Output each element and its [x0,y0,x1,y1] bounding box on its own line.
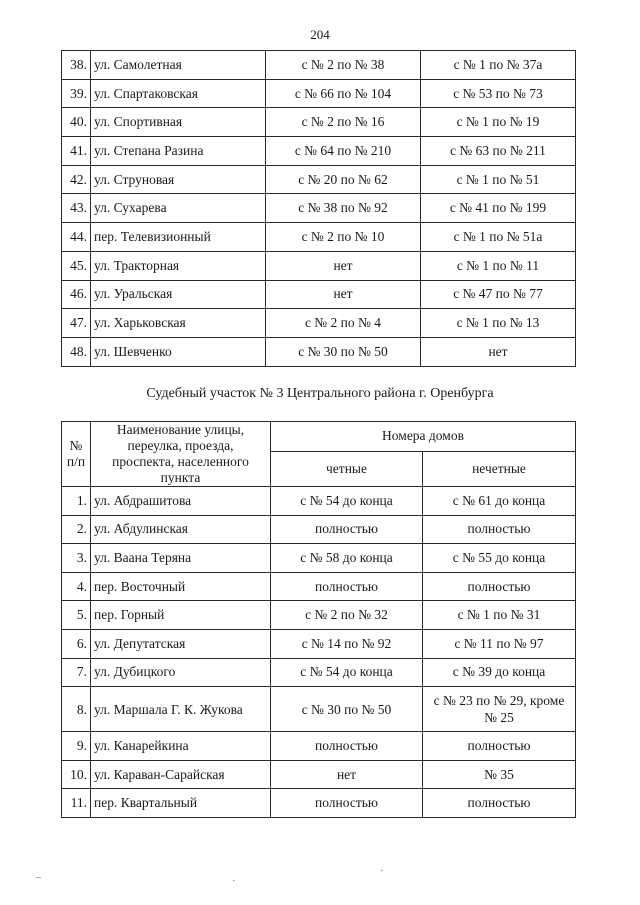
odd-numbers: с № 1 по № 11 [421,251,576,280]
header-house-numbers: Номера домов [271,422,576,452]
row-number: 1. [62,487,91,516]
row-number: 2. [62,515,91,544]
even-numbers: с № 20 по № 62 [266,165,421,194]
street-name: ул. Абдулинская [91,515,271,544]
even-numbers: с № 2 по № 10 [266,223,421,252]
row-number: 41. [62,137,91,166]
street-name: ул. Харьковская [91,309,266,338]
table-row [62,629,576,658]
section-heading: Судебный участок № 3 Центрального района г. Оренбурга [146,386,494,401]
street-name: ул. Шевченко [91,337,266,366]
even-numbers: полностью [271,515,423,544]
odd-numbers: с № 47 по № 77 [421,280,576,309]
odd-numbers: с № 23 по № 29, кроме № 25 [423,687,576,732]
table-row [62,223,576,252]
table-row [62,572,576,601]
even-numbers: полностью [271,572,423,601]
streets-table-body [62,51,576,367]
street-name: пер. Восточный [91,572,271,601]
scan-mark: · [232,876,236,887]
row-number: 46. [62,280,91,309]
odd-numbers: с № 1 по № 13 [421,309,576,338]
odd-numbers: с № 1 по № 51а [421,223,576,252]
odd-numbers: полностью [423,572,576,601]
row-number: 43. [62,194,91,223]
row-number: 5. [62,601,91,630]
street-name: ул. Тракторная [91,251,266,280]
row-number: 11. [62,789,91,818]
row-number: 48. [62,337,91,366]
street-name: ул. Караван-Сарайская [91,760,271,789]
street-name: ул. Степана Разина [91,137,266,166]
even-numbers: с № 54 до конца [271,658,423,687]
even-numbers: с № 14 по № 92 [271,629,423,658]
row-number: 40. [62,108,91,137]
row-number: 4. [62,572,91,601]
even-numbers: полностью [271,789,423,818]
street-name: ул. Ваана Теряна [91,544,271,573]
street-name: ул. Спартаковская [91,79,266,108]
header-number: № п/п [62,422,91,487]
table-row [62,515,576,544]
street-name: ул. Уральская [91,280,266,309]
even-numbers: с № 2 по № 16 [266,108,421,137]
table-row [62,732,576,761]
table-row [62,137,576,166]
even-numbers: с № 38 по № 92 [266,194,421,223]
odd-numbers: с № 63 по № 211 [421,137,576,166]
street-name: ул. Дубицкого [91,658,271,687]
row-number: 9. [62,732,91,761]
table-row [62,309,576,338]
table-row [62,760,576,789]
even-numbers: с № 66 по № 104 [266,79,421,108]
street-name: ул. Канарейкина [91,732,271,761]
street-name: пер. Горный [91,601,271,630]
even-numbers: с № 2 по № 32 [271,601,423,630]
header-odd: нечетные [423,451,576,486]
odd-numbers: с № 1 по № 37а [421,51,576,80]
even-numbers: нет [266,251,421,280]
court-district-3-table [61,421,576,818]
table-row [62,544,576,573]
row-number: 39. [62,79,91,108]
odd-numbers: с № 1 по № 19 [421,108,576,137]
street-name: ул. Сухарева [91,194,266,223]
page-number: 204 [310,27,330,42]
odd-numbers: № 35 [423,760,576,789]
odd-numbers: полностью [423,789,576,818]
street-name: ул. Депутатская [91,629,271,658]
row-number: 8. [62,687,91,732]
even-numbers: с № 58 до конца [271,544,423,573]
odd-numbers: с № 61 до конца [423,487,576,516]
odd-numbers: нет [421,337,576,366]
street-name: пер. Телевизионный [91,223,266,252]
court-table-body [62,487,576,818]
even-numbers: с № 30 по № 50 [266,337,421,366]
street-name: ул. Спортивная [91,108,266,137]
street-name: ул. Самолетная [91,51,266,80]
odd-numbers: полностью [423,732,576,761]
even-numbers: с № 2 по № 4 [266,309,421,338]
even-numbers: полностью [271,732,423,761]
row-number: 42. [62,165,91,194]
row-number: 6. [62,629,91,658]
row-number: 3. [62,544,91,573]
street-name: ул. Струновая [91,165,266,194]
table-row [62,601,576,630]
even-numbers: с № 30 по № 50 [271,687,423,732]
even-numbers: нет [271,760,423,789]
table-row [62,79,576,108]
odd-numbers: с № 39 до конца [423,658,576,687]
streets-table-continued [61,50,576,367]
table-row [62,251,576,280]
odd-numbers: с № 55 до конца [423,544,576,573]
odd-numbers: с № 1 по № 31 [423,601,576,630]
table-row [62,487,576,516]
header-even: четные [271,451,423,486]
row-number: 7. [62,658,91,687]
even-numbers: с № 2 по № 38 [266,51,421,80]
row-number: 38. [62,51,91,80]
street-name: пер. Квартальный [91,789,271,818]
table-row [62,687,576,732]
table-row [62,658,576,687]
row-number: 45. [62,251,91,280]
odd-numbers: с № 53 по № 73 [421,79,576,108]
table-row [62,337,576,366]
even-numbers: с № 64 по № 210 [266,137,421,166]
scan-mark: – [36,872,41,883]
street-name: ул. Маршала Г. К. Жукова [91,687,271,732]
row-number: 10. [62,760,91,789]
even-numbers: нет [266,280,421,309]
row-number: 47. [62,309,91,338]
even-numbers: с № 54 до конца [271,487,423,516]
odd-numbers: полностью [423,515,576,544]
street-name: ул. Абдрашитова [91,487,271,516]
table-row [62,789,576,818]
table-row [62,108,576,137]
odd-numbers: с № 1 по № 51 [421,165,576,194]
table-row [62,165,576,194]
scan-mark: · [380,866,384,877]
table-row [62,51,576,80]
row-number: 44. [62,223,91,252]
odd-numbers: с № 41 по № 199 [421,194,576,223]
table-row [62,280,576,309]
table-row [62,194,576,223]
header-street-name: Наименование улицы, переулка, проезда, проспекта, населенного пункта [91,422,271,487]
odd-numbers: с № 11 по № 97 [423,629,576,658]
